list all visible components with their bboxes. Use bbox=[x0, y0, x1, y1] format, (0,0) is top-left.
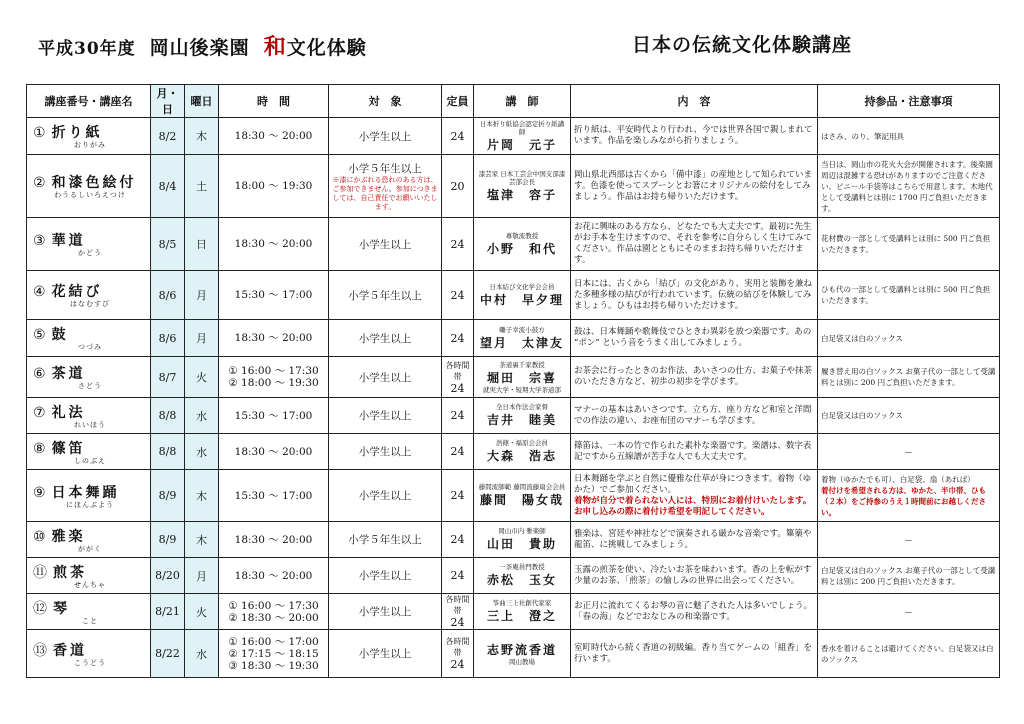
time-cell bbox=[219, 630, 329, 678]
course-name: 煎茶 bbox=[53, 564, 87, 581]
experience-label: 文化体験 bbox=[286, 37, 367, 59]
capacity-cell bbox=[442, 357, 474, 398]
lecturer-cell bbox=[474, 118, 571, 155]
course-name: 折り紙 bbox=[51, 125, 103, 141]
target-cell bbox=[329, 271, 442, 320]
course-number: ⑥ bbox=[33, 366, 46, 382]
course-name: 雅楽 bbox=[51, 528, 86, 545]
table-row bbox=[27, 218, 1000, 271]
capacity-value: 24 bbox=[450, 237, 465, 251]
items-cell bbox=[818, 630, 1000, 678]
course-name: 茶道 bbox=[51, 366, 86, 382]
capacity-note: 各時間帯 bbox=[445, 595, 470, 615]
day-cell: 木 bbox=[185, 118, 219, 155]
target-cell bbox=[329, 218, 442, 271]
capacity-cell bbox=[442, 218, 474, 271]
target-text: 小学生以上 bbox=[358, 238, 412, 251]
lecturer-title: 囃子幸流小鼓方 bbox=[499, 325, 545, 334]
time-cell bbox=[219, 594, 329, 630]
course-reading: しのぶえ bbox=[74, 456, 106, 465]
course-name: 花結び bbox=[51, 284, 103, 300]
col-header-course: 講座番号・講座名 bbox=[27, 85, 151, 118]
course-number: ⑦ bbox=[33, 404, 46, 421]
date-cell: 8/7 bbox=[151, 357, 185, 398]
lecturer-title: 日本折り紙協会認定折り紙講師 bbox=[479, 119, 565, 136]
garden-name: 岡山後楽園 bbox=[149, 37, 250, 59]
time-slot: 18:30 ～ 20:00 bbox=[234, 332, 313, 344]
capacity-value: 20 bbox=[450, 179, 465, 193]
course-name: 篠笛 bbox=[51, 440, 86, 457]
items-text: 白足袋又は白のソックス bbox=[821, 411, 903, 420]
course-number: ⑫ bbox=[33, 600, 47, 617]
course-name-cell bbox=[27, 594, 151, 630]
target-text: 小学生以上 bbox=[358, 130, 412, 143]
target-text: 小学５年生以上 bbox=[348, 534, 422, 546]
time-slot: ② 18:30 ～ 20:00 bbox=[228, 611, 319, 624]
course-reading: れいほう bbox=[74, 420, 106, 429]
day-cell: 水 bbox=[185, 398, 219, 434]
time-slot: 15:30 ～ 17:00 bbox=[234, 289, 313, 301]
target-text: 小学生以上 bbox=[358, 446, 412, 458]
items-text: 履き替え用の白ソックス お菓子代の一部として受講料とは別に 200 円ご負担いただきます。 bbox=[821, 367, 996, 387]
capacity-note: 各時間帯 bbox=[445, 360, 470, 381]
lecturer-title: 茶道裏千家教授 bbox=[499, 360, 545, 369]
lecturer-title: 筝曲三上社創代家家 bbox=[492, 599, 552, 607]
course-reading: にほんぶよう bbox=[66, 500, 114, 509]
course-name-cell bbox=[27, 434, 151, 470]
target-cell bbox=[329, 522, 442, 558]
event-title bbox=[38, 30, 367, 61]
day-cell: 木 bbox=[185, 470, 219, 522]
time-cell bbox=[219, 218, 329, 271]
target-cell bbox=[329, 398, 442, 434]
items-cell bbox=[818, 320, 1000, 357]
capacity-cell bbox=[442, 155, 474, 218]
table-row bbox=[27, 522, 1000, 558]
time-slot: 18:30 ～ 20:00 bbox=[234, 569, 313, 582]
table-row bbox=[27, 271, 1000, 320]
col-header-time: 時 間 bbox=[219, 85, 329, 118]
day-cell: 水 bbox=[185, 434, 219, 470]
content-text: お正月に流れてくるお琴の音に魅了された人は多いでしょう。「春の海」などでおなじみの和楽器です。 bbox=[574, 600, 813, 622]
course-number: ⑨ bbox=[33, 484, 46, 501]
day-cell: 月 bbox=[185, 320, 219, 357]
target-text: 小学５年生以上 bbox=[348, 162, 422, 175]
time-cell bbox=[219, 470, 329, 522]
course-table bbox=[26, 84, 1000, 678]
day-cell: 日 bbox=[185, 218, 219, 271]
items-text: 白足袋又は白のソックス bbox=[821, 333, 903, 343]
course-reading: ががく bbox=[78, 544, 102, 553]
col-header-capacity: 定員 bbox=[442, 85, 474, 118]
time-cell bbox=[219, 558, 329, 594]
course-name-cell bbox=[27, 558, 151, 594]
lecturer-name: 三上 澄之 bbox=[486, 609, 557, 623]
date-cell: 8/20 bbox=[151, 558, 185, 594]
course-reading: かどう bbox=[78, 249, 102, 257]
course-name: 華道 bbox=[51, 233, 86, 249]
time-slot: ① 16:00 ～ 17:00 bbox=[228, 635, 319, 648]
content-cell bbox=[571, 558, 818, 594]
date-cell: 8/8 bbox=[151, 398, 185, 434]
date-cell: 8/6 bbox=[151, 271, 185, 320]
day-cell: 土 bbox=[185, 155, 219, 218]
course-number: ⑬ bbox=[33, 642, 47, 659]
items-text: 花材費の一部として受講料とは別に 500 円ご負担いただきます。 bbox=[821, 234, 991, 254]
items-cell bbox=[818, 558, 1000, 594]
target-text: 小学生以上 bbox=[358, 410, 412, 422]
target-text: 小学生以上 bbox=[358, 371, 412, 384]
content-cell bbox=[571, 434, 818, 470]
items-text: ひも代の一部として受講料とは別に 500 円ご負担いただきます。 bbox=[821, 285, 991, 305]
day-cell: 火 bbox=[185, 594, 219, 630]
lecturer-cell bbox=[474, 522, 571, 558]
lecturer-name: 大森 浩志 bbox=[486, 449, 557, 463]
items-cell bbox=[818, 271, 1000, 320]
items-text: — bbox=[904, 607, 913, 616]
lecturer-name: 志野流香道 bbox=[486, 643, 557, 657]
course-number: ① bbox=[33, 125, 46, 141]
items-cell bbox=[818, 118, 1000, 155]
content-cell bbox=[571, 630, 818, 678]
course-name-cell bbox=[27, 630, 151, 678]
time-slot: ③ 18:30 ～ 19:30 bbox=[228, 659, 319, 672]
time-cell bbox=[219, 155, 329, 218]
capacity-value: 24 bbox=[450, 381, 465, 395]
lecturer-extra: 就実大学・短期大学茶道部 bbox=[483, 385, 561, 394]
content-text: 日本には、古くから「結び」の文化があり、実用と装飾を兼ねた多種多様の結びが行われています。伝統の結びを体験してみましょう。ひもはお持ち帰りいただけます。 bbox=[574, 278, 813, 311]
time-slot: ② 18:00 ～ 19:30 bbox=[228, 377, 319, 389]
date-cell: 8/2 bbox=[151, 118, 185, 155]
content-text: マナーの基本はあいさつです。立ち方、座り方など和室と洋間での作法の違い、お座布団のマナーも学びます。 bbox=[574, 404, 812, 426]
course-reading: おりがみ bbox=[74, 141, 106, 149]
lecturer-cell bbox=[474, 558, 571, 594]
time-slot: 18:30 ～ 20:00 bbox=[234, 445, 313, 458]
target-cell bbox=[329, 118, 442, 155]
lecturer-title: 岡山市内 雅楽師 bbox=[498, 527, 546, 535]
course-reading: せんちゃ bbox=[74, 580, 106, 589]
lecturer-cell bbox=[474, 470, 571, 522]
items-cell bbox=[818, 434, 1000, 470]
lecturer-cell bbox=[474, 357, 571, 398]
course-number: ⑪ bbox=[33, 564, 47, 581]
date-cell: 8/9 bbox=[151, 522, 185, 558]
series-title: 日本の伝統文化体験講座 bbox=[632, 34, 853, 56]
target-cell bbox=[329, 630, 442, 678]
course-reading: わうるしいろえつけ bbox=[54, 191, 126, 199]
course-name-cell bbox=[27, 271, 151, 320]
course-number: ⑤ bbox=[33, 327, 46, 343]
capacity-note: 各時間帯 bbox=[445, 637, 470, 657]
capacity-cell bbox=[442, 271, 474, 320]
col-header-day: 曜日 bbox=[185, 85, 219, 118]
items-cell bbox=[818, 155, 1000, 218]
date-cell: 8/9 bbox=[151, 470, 185, 522]
date-cell: 8/22 bbox=[151, 630, 185, 678]
col-header-target: 対 象 bbox=[329, 85, 442, 118]
date-cell: 8/4 bbox=[151, 155, 185, 218]
date-cell: 8/6 bbox=[151, 320, 185, 357]
time-cell bbox=[219, 434, 329, 470]
items-text: — bbox=[904, 447, 913, 456]
lecturer-name: 山田 貴助 bbox=[486, 537, 557, 551]
time-cell bbox=[219, 398, 329, 434]
content-text: 岡山県北西部は古くから「備中漆」の産地として知られています。色漆を使ってスプーンとお箸にオリジナルの絵付をしてみましょう。作品はお持ち帰りいただけます。 bbox=[574, 169, 813, 202]
lecturer-name: 片岡 元子 bbox=[486, 137, 557, 152]
capacity-value: 24 bbox=[450, 445, 465, 458]
date-cell: 8/21 bbox=[151, 594, 185, 630]
time-slot: 18:30 ～ 20:00 bbox=[234, 130, 313, 142]
table-row bbox=[27, 558, 1000, 594]
lecturer-name: 小野 和代 bbox=[486, 241, 557, 256]
lecturer-title: 全日本作法会家督 bbox=[496, 403, 548, 411]
lecturer-cell bbox=[474, 155, 571, 218]
time-cell bbox=[219, 320, 329, 357]
items-notice: 着付けを希望される方は、ゆかた、半巾帯、ひも（２本）をご持参のうえ１時間前にお越しください。 bbox=[821, 485, 986, 517]
target-text: 小学生以上 bbox=[358, 648, 412, 660]
time-cell bbox=[219, 357, 329, 398]
lecturer-cell bbox=[474, 434, 571, 470]
target-text: 小学５年生以上 bbox=[348, 289, 422, 302]
items-text: 香水を着けることは避けてください。白足袋又は白のソックス bbox=[821, 643, 994, 664]
target-text: 小学生以上 bbox=[358, 490, 412, 502]
course-reading: さどう bbox=[78, 382, 102, 390]
capacity-value: 24 bbox=[450, 129, 465, 143]
wa-character: 和 bbox=[263, 34, 287, 60]
course-reading: こうどう bbox=[74, 658, 106, 667]
time-slot: 15:30 ～ 17:00 bbox=[234, 409, 313, 422]
lecturer-title: 一茶庵員門教授 bbox=[499, 563, 545, 571]
lecturer-title: 藤間流師範 藤間流藤扇会会員 bbox=[478, 483, 566, 491]
course-name: 鼓 bbox=[51, 327, 69, 343]
items-cell bbox=[818, 357, 1000, 398]
content-cell bbox=[571, 271, 818, 320]
target-text: 小学生以上 bbox=[358, 332, 412, 345]
lecturer-cell bbox=[474, 218, 571, 271]
table-row bbox=[27, 320, 1000, 357]
capacity-value: 24 bbox=[450, 658, 465, 671]
content-text: 篠笛は、一本の竹で作られた素朴な楽器です。楽譜は、数字表記ですから五線譜が苦手な人でも大丈夫です。 bbox=[574, 440, 812, 462]
lecturer-cell bbox=[474, 320, 571, 357]
table-header-row bbox=[27, 85, 1000, 118]
time-slot: ① 16:00 ～ 17:30 bbox=[228, 599, 319, 612]
lecturer-extra: 岡山教場 bbox=[509, 658, 535, 666]
course-name-cell bbox=[27, 470, 151, 522]
table-row bbox=[27, 357, 1000, 398]
course-number: ⑩ bbox=[33, 528, 46, 545]
lecturer-cell bbox=[474, 594, 571, 630]
capacity-cell bbox=[442, 522, 474, 558]
lecturer-title: 專敬流教授 bbox=[505, 231, 539, 240]
day-cell: 水 bbox=[185, 630, 219, 678]
table-row bbox=[27, 155, 1000, 218]
content-cell bbox=[571, 522, 818, 558]
lecturer-title: 漆芸家 日本工芸会中国支部漆芸部会長 bbox=[478, 169, 566, 186]
table-row bbox=[27, 118, 1000, 155]
items-cell bbox=[818, 522, 1000, 558]
course-number: ⑧ bbox=[33, 440, 46, 457]
target-cell bbox=[329, 155, 442, 218]
target-note: ※漆にかぶれる恐れのある方は、ご参加できません。参加につきましては、自己責任でお願いいたします。 bbox=[332, 175, 438, 211]
capacity-cell bbox=[442, 434, 474, 470]
capacity-cell bbox=[442, 594, 474, 630]
course-name: 香道 bbox=[53, 642, 87, 659]
content-text: 玉露の煎茶を使い、冷たいお茶を味わいます。香の上を転がす少量のお茶、「煎茶」の愉しみの世界に出会ってください。 bbox=[574, 564, 812, 586]
time-slot: ② 17:15 ～ 18:15 bbox=[228, 647, 319, 660]
target-text: 小学生以上 bbox=[358, 606, 412, 618]
lecturer-cell bbox=[474, 398, 571, 434]
target-cell bbox=[329, 594, 442, 630]
col-header-date: 月・日 bbox=[151, 85, 185, 118]
capacity-cell bbox=[442, 630, 474, 678]
capacity-value: 24 bbox=[450, 489, 465, 502]
table-row bbox=[27, 470, 1000, 522]
content-cell bbox=[571, 357, 818, 398]
day-cell: 月 bbox=[185, 271, 219, 320]
lecturer-name: 中村 早夕理 bbox=[479, 292, 564, 307]
content-text: 折り紙は、平安時代より行われ、今では世界各国で親しまれています。作品を楽しみながら折りましょう。 bbox=[574, 125, 813, 146]
date-cell: 8/5 bbox=[151, 218, 185, 271]
capacity-value: 24 bbox=[450, 288, 465, 302]
items-cell bbox=[818, 398, 1000, 434]
time-cell bbox=[219, 271, 329, 320]
target-cell bbox=[329, 320, 442, 357]
capacity-cell bbox=[442, 558, 474, 594]
lecturer-name: 藤間 陽女哉 bbox=[479, 493, 564, 507]
time-slot: 18:30 ～ 20:00 bbox=[234, 238, 313, 250]
course-name: 礼法 bbox=[51, 404, 86, 421]
course-reading: つづみ bbox=[78, 343, 102, 351]
items-text: 当日は、岡山市の花火大会が開催されます。後楽園周辺は混雑する恐れがありますのでご注意ください。ビニール手袋等はこちらで用意します。木地代として受講料とは別に 1700 円ご負担いただきます。 bbox=[821, 159, 993, 213]
course-rows bbox=[27, 118, 1000, 678]
course-name: 日本舞踊 bbox=[51, 484, 120, 501]
items-cell bbox=[818, 470, 1000, 522]
items-text: — bbox=[904, 535, 913, 544]
course-name-cell bbox=[27, 155, 151, 218]
table-row bbox=[27, 630, 1000, 678]
content-cell bbox=[571, 218, 818, 271]
capacity-cell bbox=[442, 470, 474, 522]
course-name-cell bbox=[27, 118, 151, 155]
time-cell bbox=[219, 118, 329, 155]
lecturer-name: 望月 太津友 bbox=[479, 335, 564, 350]
table-row bbox=[27, 398, 1000, 434]
target-cell bbox=[329, 434, 442, 470]
lecturer-name: 堀田 宗喜 bbox=[486, 370, 557, 385]
content-cell bbox=[571, 118, 818, 155]
lecturer-title: 浩篠・福原会会員 bbox=[496, 439, 548, 447]
course-number: ② bbox=[33, 175, 46, 191]
items-cell bbox=[818, 594, 1000, 630]
content-cell bbox=[571, 594, 818, 630]
col-header-lecturer: 講 師 bbox=[474, 85, 571, 118]
fiscal-year: 平成30年度 bbox=[38, 39, 136, 59]
course-name-cell bbox=[27, 522, 151, 558]
content-text: 鼓は、日本舞踊や歌舞伎でひときわ異彩を放つ楽器です。あの “ポン” という音をうまく出してみましょう。 bbox=[574, 327, 812, 348]
course-number: ③ bbox=[33, 233, 46, 249]
items-cell bbox=[818, 218, 1000, 271]
lecturer-name: 吉井 睦美 bbox=[486, 413, 557, 427]
capacity-value: 24 bbox=[450, 569, 465, 582]
target-cell bbox=[329, 558, 442, 594]
day-cell: 木 bbox=[185, 522, 219, 558]
content-text: 日本舞踊を学ぶと自然に優雅な仕草が身につきます。着物（ゆかた）でご参加ください。 bbox=[574, 473, 812, 495]
capacity-cell bbox=[442, 320, 474, 357]
date-cell: 8/8 bbox=[151, 434, 185, 470]
lecturer-cell bbox=[474, 271, 571, 320]
day-cell: 月 bbox=[185, 558, 219, 594]
course-name: 和漆色絵付 bbox=[51, 175, 137, 191]
capacity-cell bbox=[442, 118, 474, 155]
capacity-cell bbox=[442, 398, 474, 434]
target-cell bbox=[329, 357, 442, 398]
time-slot: 18:30 ～ 20:00 bbox=[234, 533, 313, 546]
course-name-cell bbox=[27, 320, 151, 357]
course-name-cell bbox=[27, 218, 151, 271]
target-cell bbox=[329, 470, 442, 522]
course-reading: はなむすび bbox=[70, 300, 110, 308]
table-row bbox=[27, 594, 1000, 630]
time-slot: 15:30 ～ 17:00 bbox=[234, 489, 313, 502]
time-slot: 18:00 ～ 19:30 bbox=[234, 180, 313, 192]
time-cell bbox=[219, 522, 329, 558]
col-header-items: 持参品・注意事項 bbox=[818, 85, 1000, 118]
content-notice: 着物が自分で着られない人には、特別にお着付けいたします。お申し込みの際に着付け希望を明記してください。 bbox=[574, 495, 812, 517]
content-cell bbox=[571, 398, 818, 434]
col-header-content: 内 容 bbox=[571, 85, 818, 118]
time-slot: ① 16:00 ～ 17:30 bbox=[228, 365, 319, 377]
content-cell bbox=[571, 470, 818, 522]
capacity-value: 24 bbox=[450, 331, 465, 345]
capacity-value: 24 bbox=[450, 616, 465, 629]
table-row bbox=[27, 434, 1000, 470]
items-text: 着物（ゆかたでも可）、白足袋、扇（あれば） bbox=[821, 474, 975, 484]
target-text: 小学生以上 bbox=[358, 570, 412, 582]
items-text: 白足袋又は白のソックス お菓子代の一部として受講料とは別に 200 円ご負担いただきます。 bbox=[821, 565, 996, 586]
course-name-cell bbox=[27, 398, 151, 434]
capacity-value: 24 bbox=[450, 409, 465, 422]
course-number: ④ bbox=[33, 284, 46, 300]
course-name-cell bbox=[27, 357, 151, 398]
lecturer-name: 塩津 容子 bbox=[486, 187, 557, 202]
day-cell: 火 bbox=[185, 357, 219, 398]
lecturer-cell bbox=[474, 630, 571, 678]
capacity-value: 24 bbox=[450, 533, 465, 546]
content-text: 室町時代から続く香道の初級編。香り当てゲームの「組香」を行います。 bbox=[574, 642, 813, 664]
course-reading: こと bbox=[82, 616, 98, 625]
lecturer-name: 赤松 玉女 bbox=[486, 573, 557, 587]
page-header bbox=[0, 0, 1024, 58]
content-text: お茶会に行ったときのお作法、あいさつの仕方、お菓子や抹茶のいただき方など、初歩の初歩を学びます。 bbox=[574, 366, 813, 387]
course-name: 琴 bbox=[53, 600, 70, 617]
content-cell bbox=[571, 320, 818, 357]
items-text: はさみ、のり、筆記用具 bbox=[821, 131, 904, 141]
content-text: お花に興味のある方なら、どなたでも大丈夫です。最初に先生がお手本を生けますので、それを参考に自分らしく生けてみてください。作品は園とともにそのままお持ち帰りいただけます。 bbox=[574, 222, 812, 265]
lecturer-title: 日本結び文化学会会員 bbox=[489, 282, 555, 291]
content-cell bbox=[571, 155, 818, 218]
content-text: 雅楽は、宮廷や神社などで演奏される厳かな音楽です。篳篥や龍笛、に挑戦してみましょう。 bbox=[574, 528, 812, 550]
